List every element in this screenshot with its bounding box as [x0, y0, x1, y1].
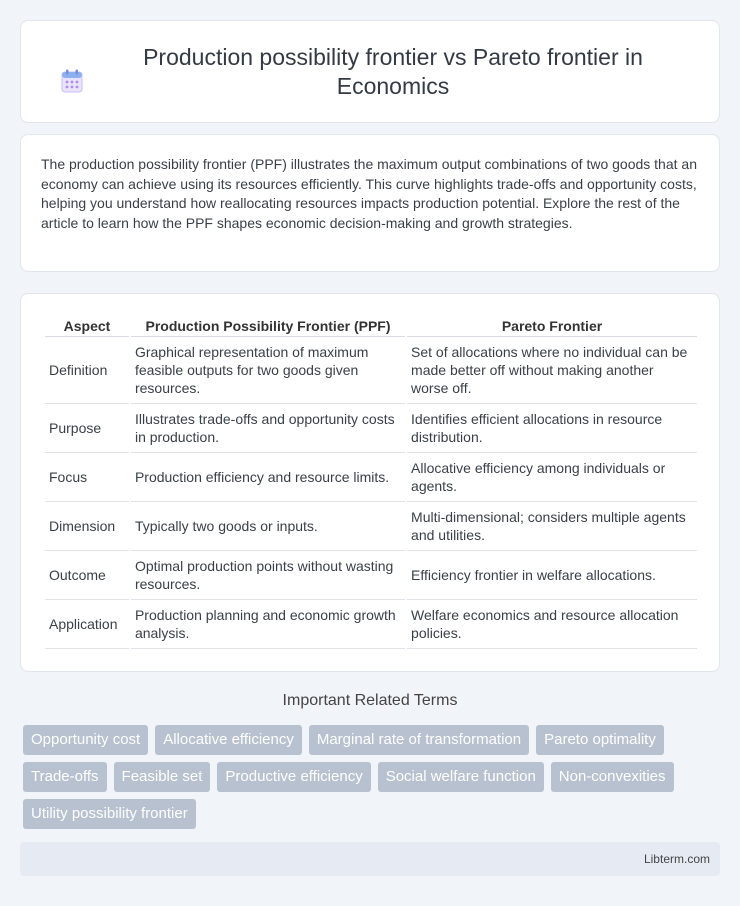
related-terms-title: Important Related Terms: [282, 692, 458, 709]
cell-aspect: Purpose: [45, 404, 129, 453]
comparison-card: [20, 293, 720, 672]
header-card: [20, 20, 720, 123]
header-ppf: Production Possibility Frontier (PPF): [131, 314, 405, 337]
cell-pareto: Allocative efficiency among individuals or agents.: [407, 453, 697, 502]
footer-site-link[interactable]: Libterm.com: [643, 852, 710, 866]
cell-pareto: Set of allocations where no individual can be made better off without making another worse off.: [407, 337, 697, 404]
related-term-tag[interactable]: Feasible set: [114, 762, 211, 792]
header-pareto: Pareto Frontier: [407, 314, 697, 337]
table-row: [45, 551, 697, 600]
header-aspect: Aspect: [45, 314, 129, 337]
calendar-icon: [61, 69, 83, 93]
related-term-tag[interactable]: Opportunity cost: [23, 725, 148, 755]
cell-pareto: Multi-dimensional; considers multiple agents and utilities.: [407, 502, 697, 551]
table-row: [45, 337, 697, 404]
related-term-tag[interactable]: Pareto optimality: [536, 725, 664, 755]
cell-aspect: Application: [45, 600, 129, 649]
cell-ppf: Optimal production points without wasting resources.: [131, 551, 405, 600]
cell-ppf: Typically two goods or inputs.: [131, 502, 405, 551]
intro-card: [20, 134, 720, 272]
cell-pareto: Efficiency frontier in welfare allocations.: [407, 551, 697, 600]
cell-aspect: Dimension: [45, 502, 129, 551]
related-term-tag[interactable]: Productive efficiency: [217, 762, 370, 792]
cell-aspect: Outcome: [45, 551, 129, 600]
intro-paragraph: The production possibility frontier (PPF) illustrates the maximum output combinations of two goods that an economy can achieve using its resources efficiently. This curve highlights trade-offs and opportunity costs, helping you understand how reallocating resources impacts production potential. Explore the rest of the article to learn how the PPF shapes economic decision-making and growth strategies.: [41, 156, 697, 231]
table-row: [45, 404, 697, 453]
related-term-tag[interactable]: Allocative efficiency: [155, 725, 302, 755]
page-title: Production possibility frontier vs Pareto frontier in Economics: [143, 43, 643, 99]
related-term-tag[interactable]: Utility possibility frontier: [23, 799, 196, 829]
cell-pareto: Identifies efficient allocations in resource distribution.: [407, 404, 697, 453]
related-term-tag[interactable]: Social welfare function: [378, 762, 544, 792]
table-row: [45, 453, 697, 502]
cell-ppf: Production efficiency and resource limits.: [131, 453, 405, 502]
cell-pareto: Welfare economics and resource allocation policies.: [407, 600, 697, 649]
cell-ppf: Production planning and economic growth analysis.: [131, 600, 405, 649]
related-term-tag[interactable]: Trade-offs: [23, 762, 107, 792]
footer: [20, 842, 720, 876]
cell-aspect: Definition: [45, 337, 129, 404]
cell-ppf: Graphical representation of maximum feasible outputs for two goods given resources.: [131, 337, 405, 404]
comparison-table: [43, 314, 699, 649]
related-term-tag[interactable]: Non-convexities: [551, 762, 674, 792]
related-term-tag[interactable]: Marginal rate of transformation: [309, 725, 529, 755]
table-header-row: [45, 314, 697, 337]
cell-ppf: Illustrates trade-offs and opportunity costs in production.: [131, 404, 405, 453]
table-row: [45, 600, 697, 649]
related-terms-list: [23, 725, 723, 829]
table-row: [45, 502, 697, 551]
cell-aspect: Focus: [45, 453, 129, 502]
